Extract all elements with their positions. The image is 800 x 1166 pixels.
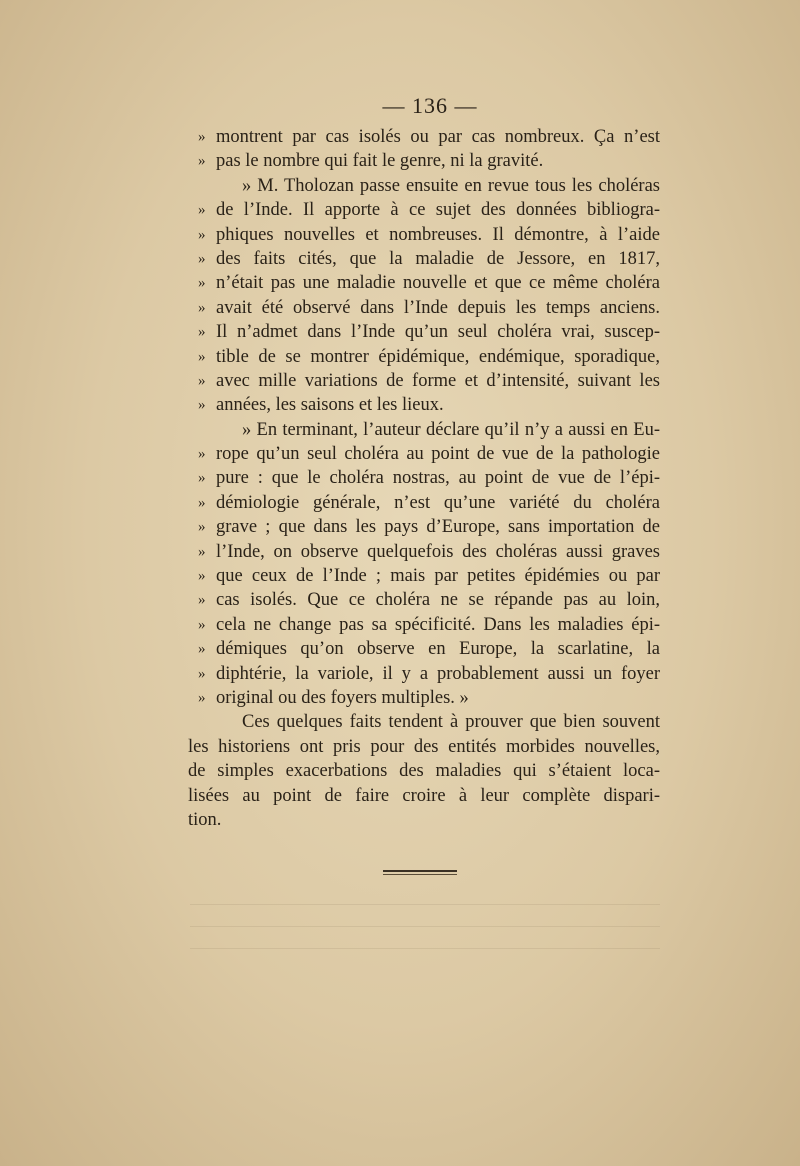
guillemet-marker: »: [198, 348, 206, 365]
text-line: [190, 613, 660, 637]
text-line: [190, 223, 660, 247]
line-text: » En terminant, l’auteur déclare qu’il n’y a aussi en Eu-: [242, 419, 660, 440]
line-text: l’Inde, on observe quelquefois des choléras aussi graves: [216, 541, 660, 562]
line-text: que ceux de l’Inde ; mais par petites épidémies ou par: [216, 566, 660, 587]
section-rule-thin: [383, 874, 457, 875]
text-line: [190, 393, 660, 417]
guillemet-marker: [190, 418, 216, 442]
text-line: [190, 149, 660, 173]
line-text: cas isolés. Que ce choléra ne se répande pas au loin,: [216, 590, 660, 611]
line-text: Il n’admet dans l’Inde qu’un seul choléra vrai, suscep-: [216, 322, 660, 343]
section-rule: [383, 870, 457, 872]
guillemet-marker: »: [198, 494, 206, 511]
guillemet-marker: »: [198, 641, 206, 658]
guillemet-marker: »: [198, 226, 206, 243]
guillemet-marker: »: [198, 324, 206, 341]
line-text: tible de se montrer épidémique, endémique, sporadique,: [216, 346, 660, 367]
line-text: grave ; que dans les pays d’Europe, sans importation de: [216, 517, 660, 538]
guillemet-marker: »: [198, 129, 206, 145]
text-line: [188, 759, 660, 783]
guillemet-marker: [190, 174, 216, 198]
guillemet-marker: »: [198, 397, 206, 414]
guillemet-marker: »: [198, 372, 206, 389]
text-line: [190, 418, 660, 442]
guillemet-marker: »: [198, 568, 206, 585]
line-text: de l’Inde. Il apporte à ce sujet des données bibliogra-: [216, 200, 660, 221]
bleed-through-shadow: [190, 888, 660, 958]
text-line: [190, 662, 660, 686]
line-text: pas le nombre qui fait le genre, ni la gravité.: [216, 151, 544, 172]
text-line: [190, 345, 660, 369]
guillemet-marker: »: [198, 299, 206, 316]
text-line: [190, 710, 660, 734]
text-line: [190, 637, 660, 661]
line-text: cela ne change pas sa spécificité. Dans les maladies épi-: [216, 614, 660, 635]
line-text: de simples exacerbations des maladies qui s’étaient loca-: [188, 761, 660, 782]
line-text: démiologie générale, n’est qu’une variété du choléra: [216, 492, 660, 513]
guillemet-marker: [190, 710, 216, 734]
line-text: Ces quelques faits tendent à prouver que bien souvent: [242, 712, 660, 733]
guillemet-marker: »: [198, 665, 206, 682]
guillemet-marker: »: [198, 543, 206, 560]
line-text: montrent par cas isolés ou par cas nombreux. Ça n’est: [216, 127, 660, 147]
text-line: [190, 686, 660, 710]
guillemet-marker: »: [198, 446, 206, 463]
text-line: [190, 271, 660, 295]
guillemet-marker: »: [198, 470, 206, 487]
line-text: démiques qu’on observe en Europe, la scarlatine, la: [216, 639, 660, 660]
line-text: avec mille variations de forme et d’intensité, suivant les: [216, 370, 660, 391]
line-text: avait été observé dans l’Inde depuis les temps anciens.: [216, 297, 660, 318]
guillemet-marker: »: [198, 592, 206, 609]
body-text: [190, 125, 660, 832]
line-text: pure : que le choléra nostras, au point de vue de l’épi-: [216, 468, 660, 489]
text-line: [190, 442, 660, 466]
guillemet-marker: »: [198, 250, 206, 267]
line-text: phiques nouvelles et nombreuses. Il démontre, à l’aide: [216, 224, 660, 245]
guillemet-marker: »: [198, 153, 206, 170]
line-text: tion.: [188, 809, 222, 830]
line-text: les historiens ont pris pour des entités morbides nouvelles,: [188, 736, 660, 757]
text-line: [190, 320, 660, 344]
line-text: n’était pas une maladie nouvelle et que ce même choléra: [216, 273, 660, 294]
text-line: [190, 247, 660, 271]
line-text: original ou des foyers multiples. »: [216, 687, 469, 708]
text-line: [190, 491, 660, 515]
page-number: — 136 —: [382, 93, 478, 118]
text-line: [190, 466, 660, 490]
text-line: [188, 735, 660, 759]
guillemet-marker: »: [198, 275, 206, 292]
text-line: [190, 588, 660, 612]
line-text: années, les saisons et les lieux.: [216, 395, 444, 416]
line-text: lisées au point de faire croire à leur complète dispari-: [188, 785, 660, 806]
text-line: [190, 296, 660, 320]
text-line: [190, 369, 660, 393]
guillemet-marker: »: [198, 519, 206, 536]
text-line: [190, 125, 660, 149]
line-text: diphtérie, la variole, il y a probablement aussi un foyer: [216, 663, 660, 684]
guillemet-marker: »: [198, 689, 206, 706]
line-text: » M. Tholozan passe ensuite en revue tous les choléras: [242, 175, 660, 196]
text-line: [188, 784, 660, 808]
text-line: [188, 808, 660, 832]
line-text: des faits cités, que la maladie de Jessore, en 1817,: [216, 248, 660, 269]
text-line: [190, 564, 660, 588]
text-line: [190, 198, 660, 222]
line-text: rope qu’un seul choléra au point de vue de la pathologie: [216, 444, 660, 465]
guillemet-marker: »: [198, 616, 206, 633]
guillemet-marker: »: [198, 202, 206, 219]
text-line: [190, 515, 660, 539]
text-line: [190, 174, 660, 198]
text-line: [190, 540, 660, 564]
